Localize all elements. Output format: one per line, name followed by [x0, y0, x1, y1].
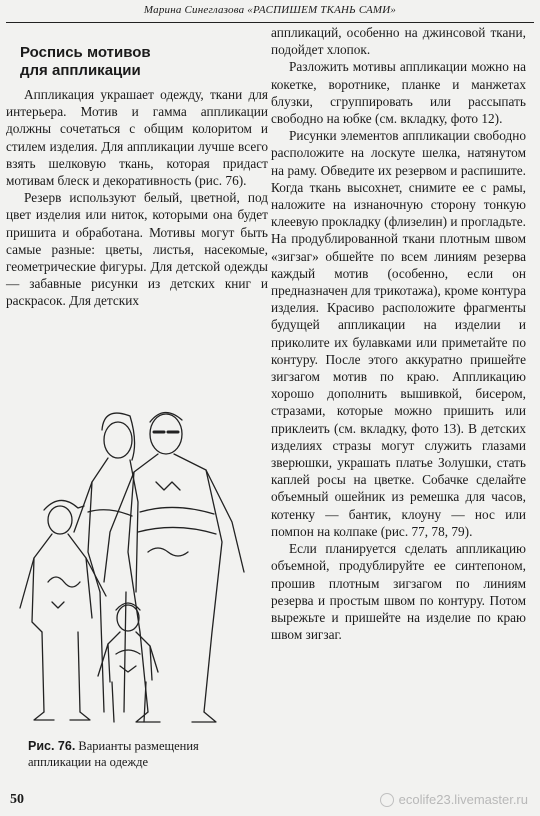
caption-text: Варианты размещения аппликации на одежде	[28, 739, 199, 769]
paragraph: Рисунки элементов аппликации свободно расположите на лоскуте шелка, натянутом на раму. Обведите их резервом и распишите. Когда ткань высохнет, снимите ее с рамы, наложите на изнаночную сторону тонкую клеевую прокладку (флизелин) и прогладьте. На продублированной ткани плотным швом «зигзаг» обшейте по всем линиям резерва каждый мотив (особенно, если он предназначен для трикотажа), кроме контура изделия. Красиво расположите фрагменты будущей аппликации на изделии и приколите их булавками или приметайте по контуру. После этого аккуратно пришейте зигзагом мотив по краю. Аппликацию хорошо дополнить вышивкой, бисером, стразами, которые можно пришить или приклеить (см. вкладку, фото 13). В детских изделиях стразы могут служить глазами зверюшки, украшать платье Золушки, стать каплей росы на цветке. Собачке сделайте объемный ошейник из ремешка для часов, котенку — бантик, клоуну — нос или помпон на колпаке (рис. 77, 78, 79).	[271, 128, 526, 539]
paragraph: Разложить мотивы аппликации можно на кокетке, воротнике, планке и манжетах блузки, сгруппировать или рассыпать свободно на юбке (см. вкладку, фото 12).	[271, 59, 526, 127]
section-title-line-2: для аппликации	[20, 62, 141, 79]
watermark	[380, 792, 528, 807]
livemaster-logo-icon	[380, 793, 394, 807]
section-title-line-1: Роспись мотивов	[20, 44, 151, 61]
left-column	[6, 44, 268, 310]
paragraph: аппликаций, особенно на джинсовой ткани, подойдет хлопок.	[271, 25, 526, 58]
watermark-text: ecolife23.livemaster.ru	[398, 792, 528, 807]
figure-caption	[28, 738, 260, 770]
paragraph: Аппликация украшает одежду, ткани для интерьера. Мотив и гамма аппликации должны сочетаться с общим колоритом и стилем изделия. Для аппликации лучше всего взять шелковую ткань, которая придаст мотивам блеск и декоративность (рис. 76).	[6, 87, 268, 189]
running-header: Марина Синеглазова «РАСПИШЕМ ТКАНЬ САМИ»	[143, 4, 397, 16]
caption-label: Рис. 76.	[28, 739, 76, 753]
section-title	[20, 44, 268, 80]
paragraph: Резерв используют белый, цветной, под цвет изделия или ниток, которыми она будет пришита и обработана. Мотивы могут быть самые разные: цветы, листья, насекомые, геометрические фигуры. Для детской одежды — забавные рисунки из детских книг и раскрасок. Для детских	[6, 190, 268, 309]
figure-76-illustration	[8, 382, 266, 742]
paragraph: Если планируется сделать аппликацию объемной, продублируйте ее синтепоном, прошив плотным зигзагом по линиям резерва и простым швом по контуру. Потом вырежьте и пришейте на изделие по краю швом зигзаг.	[271, 541, 526, 643]
header-rule	[6, 22, 534, 23]
page-number: 50	[10, 792, 24, 807]
right-column	[271, 24, 526, 643]
